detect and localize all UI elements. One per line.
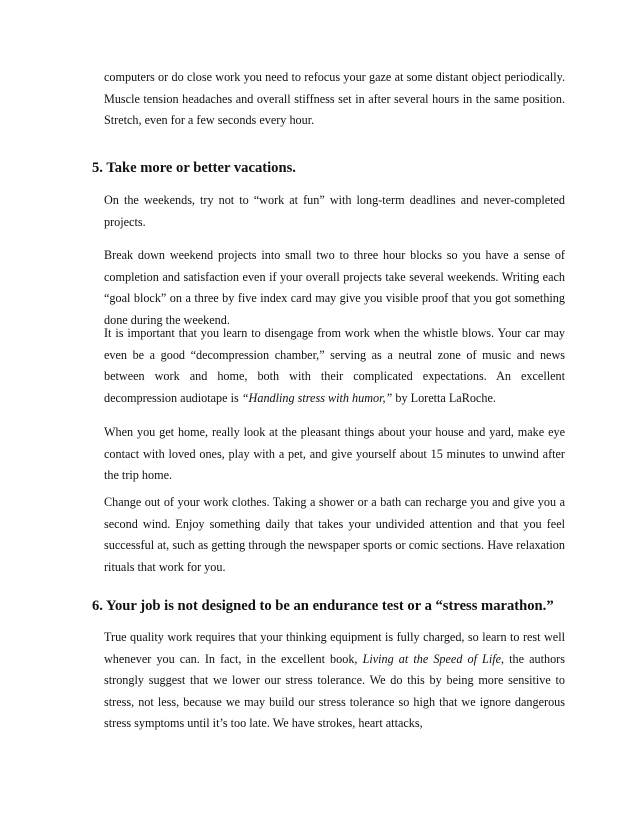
audiotape-title: “Handling stress with humor,” <box>241 390 393 405</box>
section-5-paragraph-1: On the weekends, try not to “work at fun” with long-term deadlines and never-completed projects. <box>104 193 565 229</box>
section-6-paragraph-1-tail: , the authors strongly suggest that we lower our stress tolerance. We do this by being more sensitive to stress, not less, because we may build our stress tolerance so high that we ignore dangerous stress symptoms until it’s too late. We have strokes, heart attacks, <box>104 651 565 731</box>
section-5-paragraph-3-tail: by Loretta LaRoche. <box>392 390 496 405</box>
section-5-heading: 5. Take more or better vacations. <box>92 160 296 176</box>
section-5-paragraph-3 <box>104 323 565 409</box>
section-5-paragraph-4: When you get home, really look at the pleasant things about your house and yard, make eye contact with loved ones, play with a pet, and give yourself about 15 minutes to unwind after the trip home. <box>104 425 565 483</box>
section-5-paragraph-3-text: It is important that you learn to disengage from work when the whistle blows. Your car may even be a good “decompression chamber,” serving as a neutral zone of music and news between work and home, both with their complicated expectations. An excellent decompression audiotape is <box>104 326 565 405</box>
book-title: Living at the Speed of Life <box>362 651 502 666</box>
section-6-paragraph-1-text: True quality work requires that your thinking equipment is fully charged, so learn to rest well whenever you can. In fact, in the excellent book, <box>104 630 565 666</box>
intro-paragraph: computers or do close work you need to refocus your gaze at some distant object periodically. Muscle tension headaches and overall stiffness set in after several hours in the same position. Stretch, even for a few seconds every hour. <box>104 70 565 128</box>
section-6-heading: 6. Your job is not designed to be an endurance test or a “stress marathon.” <box>92 598 554 614</box>
section-5-paragraph-5: Change out of your work clothes. Taking a shower or a bath can recharge you and give you a second wind. Enjoy something daily that takes your undivided attention and that you feel successful at, such as getting through the newspaper sports or comic sections. Have relaxation rituals that work for you. <box>104 495 565 574</box>
section-5-paragraph-2: Break down weekend projects into small two to three hour blocks so you have a sense of completion and satisfaction even if your overall projects take several weekends. Writing each “goal block” on a three by five index card may give you visible proof that you got something done during the weekend. <box>104 248 565 327</box>
section-6-paragraph-1 <box>104 627 565 735</box>
